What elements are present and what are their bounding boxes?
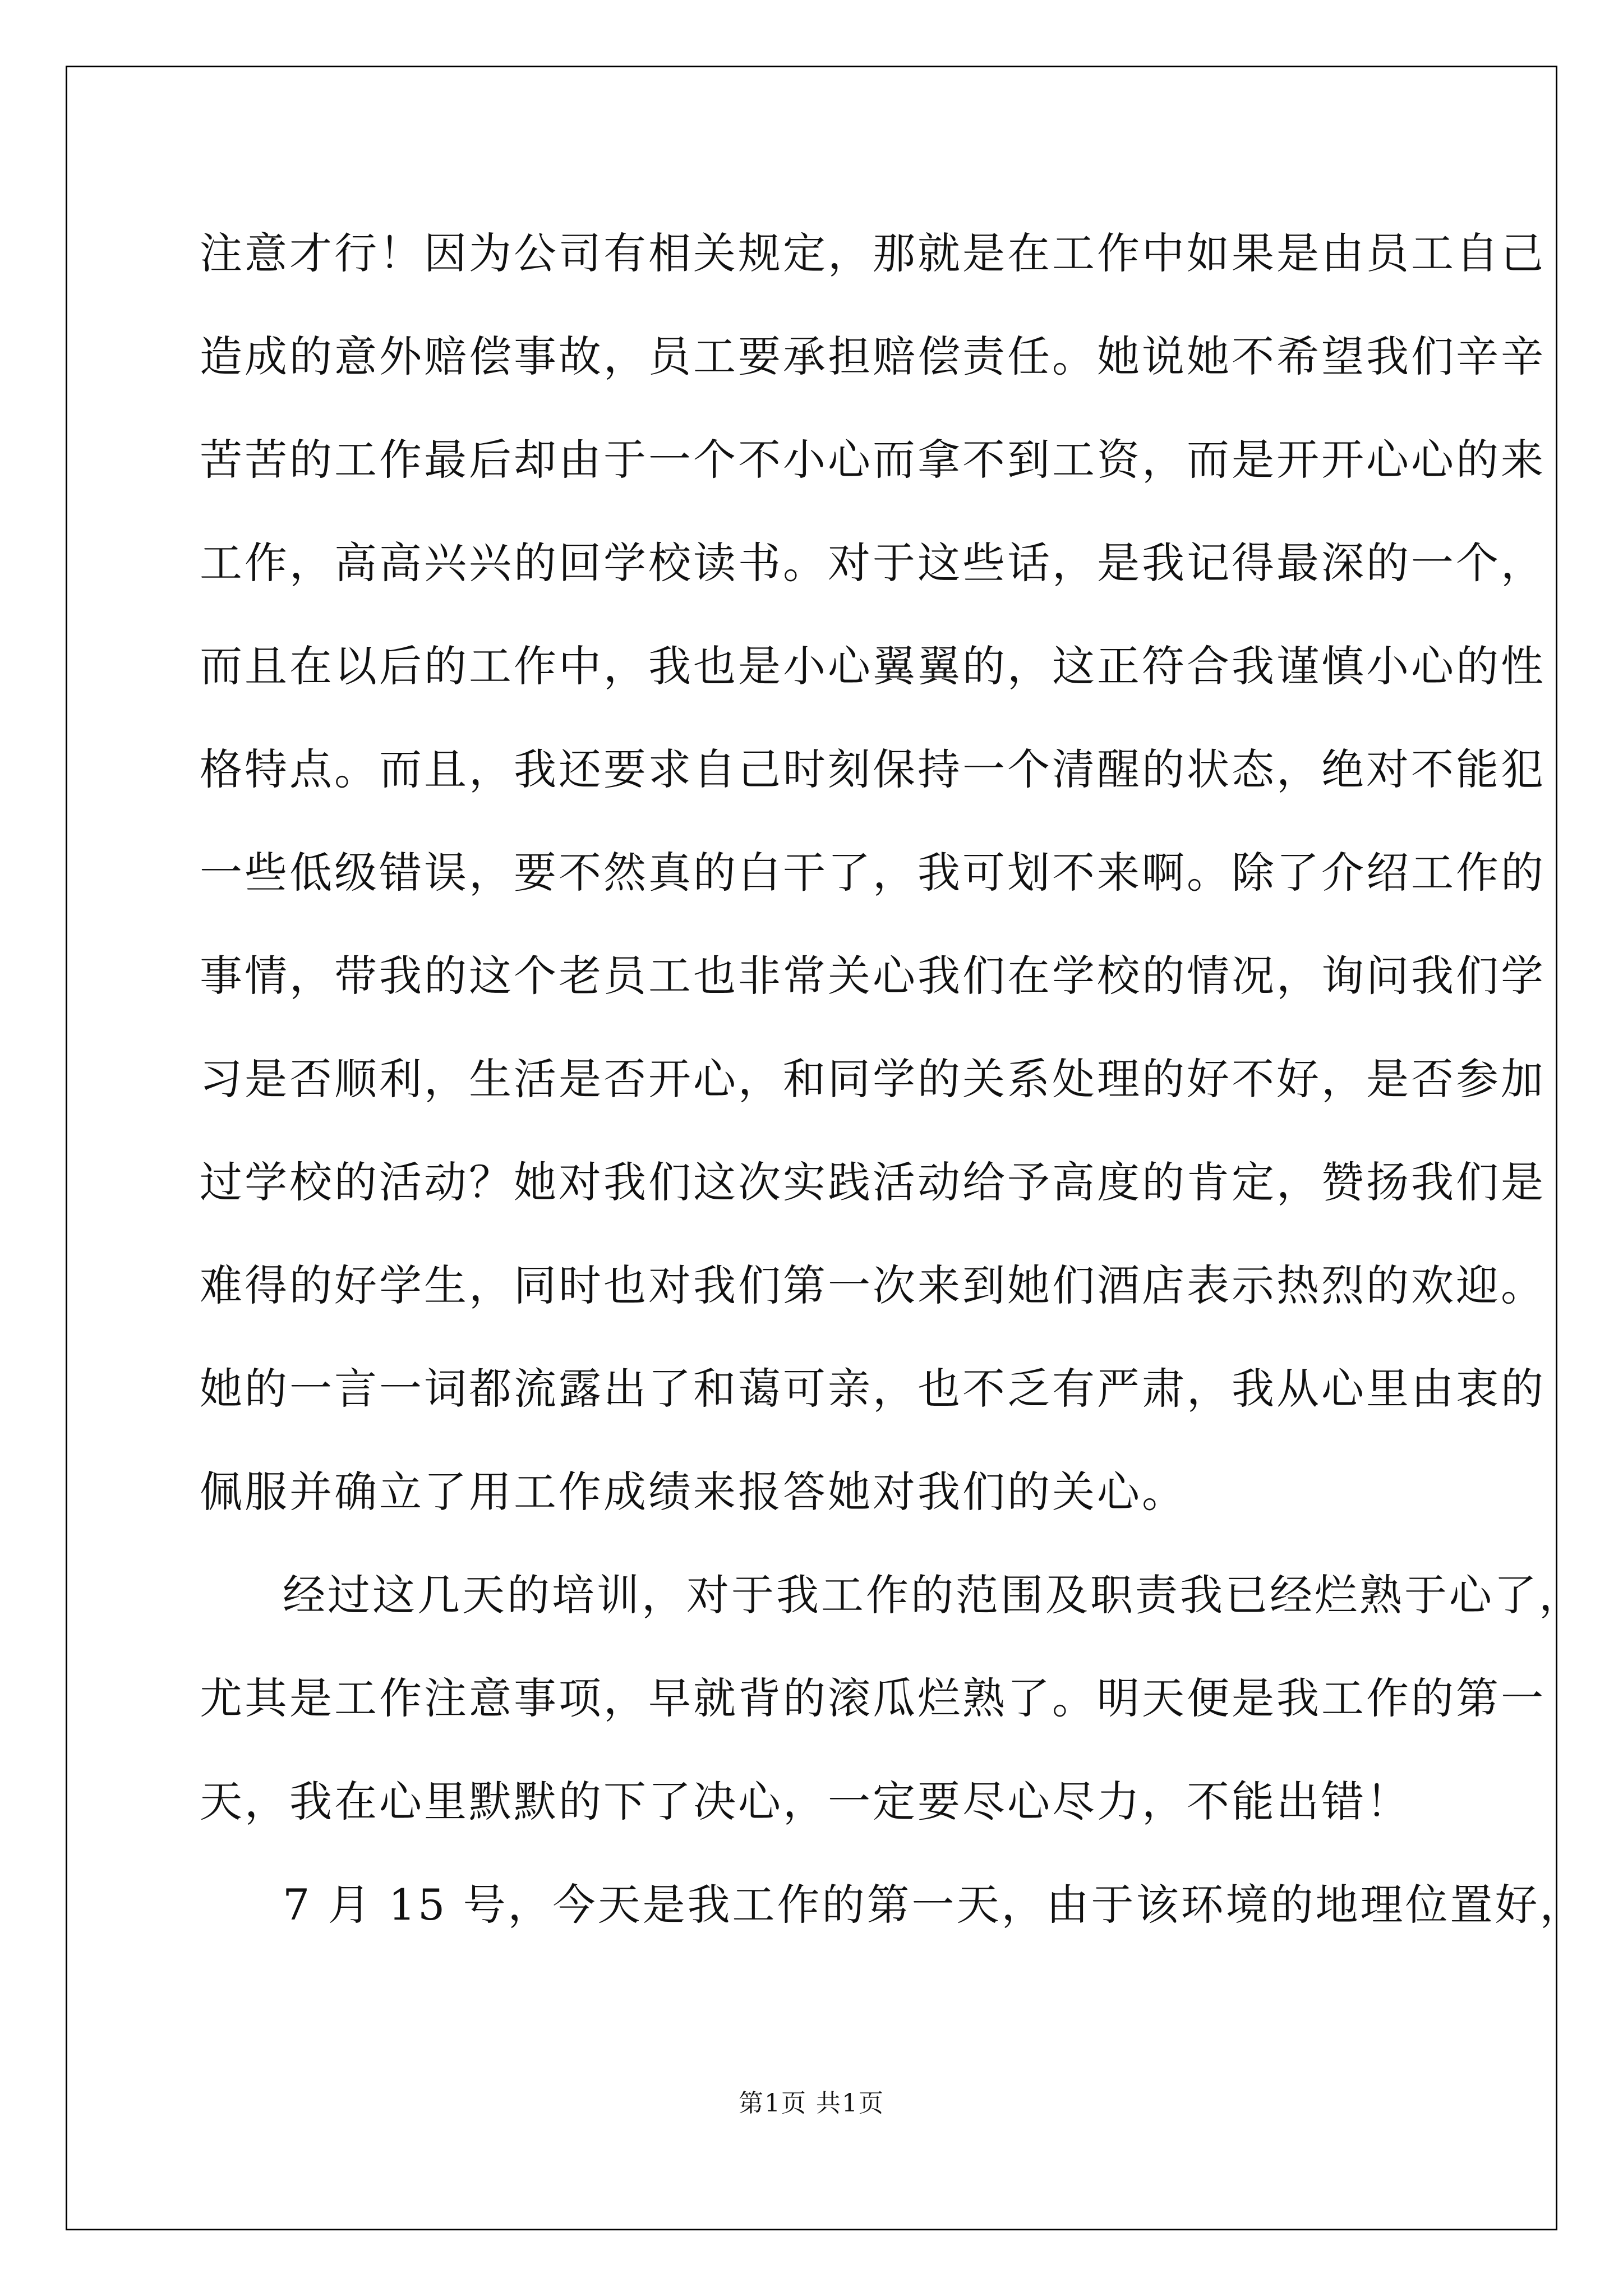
text-line: 过学校的活动？她对我们这次实践活动给予高度的肯定，赞扬我们是 (200, 1157, 1546, 1207)
text-line: 工作，高高兴兴的回学校读书。对于这些话，是我记得最深的一个， (200, 538, 1546, 588)
text-line: 佩服并确立了用工作成绩来报答她对我们的关心。 (200, 1467, 1187, 1517)
text-line: 苦苦的工作最后却由于一个不小心而拿不到工资，而是开开心心的来 (200, 435, 1546, 485)
paragraph-start-line: 7 月 15 号，今天是我工作的第一天，由于该环境的地理位置好， (283, 1880, 1585, 1930)
text-line: 难得的好学生，同时也对我们第一次来到她们酒店表示热烈的欢迎。 (200, 1260, 1546, 1310)
document-body (200, 219, 1585, 1973)
text-line: 一些低级错误，要不然真的白干了，我可划不来啊。除了介绍工作的 (200, 848, 1546, 898)
text-line: 注意才行！因为公司有相关规定，那就是在工作中如果是由员工自己 (200, 228, 1546, 278)
text-line: 而且在以后的工作中，我也是小心翼翼的，这正符合我谨慎小心的性 (200, 641, 1546, 691)
text-line: 她的一言一词都流露出了和蔼可亲，也不乏有严肃，我从心里由衷的 (200, 1364, 1546, 1414)
text-line: 天，我在心里默默的下了决心，一定要尽心尽力，不能出错！ (200, 1777, 1411, 1826)
text-line: 造成的意外赔偿事故，员工要承担赔偿责任。她说她不希望我们辛辛 (200, 332, 1546, 381)
text-line: 尤其是工作注意事项，早就背的滚瓜烂熟了。明天便是我工作的第一 (200, 1673, 1546, 1723)
text-line: 习是否顺利，生活是否开心，和同学的关系处理的好不好，是否参加 (200, 1054, 1546, 1104)
page-number-footer: 第1页 共1页 (739, 2089, 884, 2118)
text-line: 事情，带我的这个老员工也非常关心我们在学校的情况，询问我们学 (200, 951, 1546, 1001)
paragraph-start-line: 经过这几天的培训，对于我工作的范围及职责我已经烂熟于心了， (283, 1570, 1584, 1620)
text-line: 格特点。而且，我还要求自己时刻保持一个清醒的状态，绝对不能犯 (200, 744, 1546, 794)
